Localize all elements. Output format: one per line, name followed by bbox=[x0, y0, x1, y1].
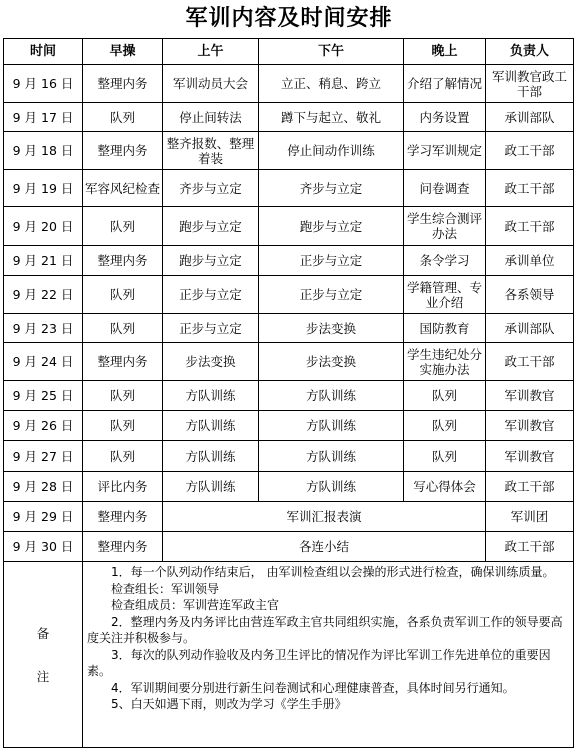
cell-date: 9 月 30 日 bbox=[4, 532, 83, 562]
cell-responsible: 政工干部 bbox=[486, 170, 574, 207]
cell-evening: 条令学习 bbox=[404, 246, 486, 276]
cell-responsible: 政工干部 bbox=[486, 343, 574, 381]
cell-date: 9 月 25 日 bbox=[4, 381, 83, 411]
cell-date: 9 月 26 日 bbox=[4, 411, 83, 441]
cell-evening: 内务设置 bbox=[404, 103, 486, 132]
cell-responsible: 承训部队 bbox=[486, 314, 574, 343]
cell-am: 齐步与立定 bbox=[163, 170, 259, 207]
cell-date: 9 月 22 日 bbox=[4, 276, 83, 314]
cell-date: 9 月 21 日 bbox=[4, 246, 83, 276]
cell-pm: 方队训练 bbox=[259, 381, 404, 411]
cell-drill: 队列 bbox=[83, 276, 163, 314]
table-row bbox=[4, 381, 574, 411]
cell-evening: 队列 bbox=[404, 411, 486, 441]
cell-pm: 正步与立定 bbox=[259, 246, 404, 276]
cell-drill: 队列 bbox=[83, 103, 163, 132]
cell-date: 9 月 19 日 bbox=[4, 170, 83, 207]
cell-pm: 立正、稍息、跨立 bbox=[259, 65, 404, 103]
cell-drill: 队列 bbox=[83, 441, 163, 472]
cell-responsible: 承训单位 bbox=[486, 246, 574, 276]
table-row bbox=[4, 103, 574, 132]
cell-am: 方队训练 bbox=[163, 411, 259, 441]
cell-drill: 整理内务 bbox=[83, 502, 163, 532]
cell-evening: 学生综合测评办法 bbox=[404, 207, 486, 246]
header-am: 上午 bbox=[163, 39, 259, 65]
note-2: 2．整理内务及内务评比由营连军政主官共同组织实施，各系负责军训工作的领导要高度关注并积极参与。 bbox=[87, 614, 563, 645]
cell-date: 9 月 20 日 bbox=[4, 207, 83, 246]
table-row bbox=[4, 170, 574, 207]
table-row bbox=[4, 132, 574, 170]
cell-am: 方队训练 bbox=[163, 441, 259, 472]
note-1: 1．每一个队列动作结束后， 由军训检查组以会操的形式进行检查，确保训练质量。 bbox=[111, 565, 555, 579]
table-row-merged bbox=[4, 532, 574, 562]
cell-activity: 各连小结 bbox=[163, 532, 486, 562]
cell-drill: 队列 bbox=[83, 207, 163, 246]
cell-responsible: 军训教官政工干部 bbox=[486, 65, 574, 103]
cell-responsible: 军训教官 bbox=[486, 381, 574, 411]
cell-date: 9 月 24 日 bbox=[4, 343, 83, 381]
table-row bbox=[4, 411, 574, 441]
table-row bbox=[4, 441, 574, 472]
cell-date: 9 月 16 日 bbox=[4, 65, 83, 103]
cell-evening: 问卷调查 bbox=[404, 170, 486, 207]
note-5: 5、白天如遇下雨，则改为学习《学生手册》 bbox=[111, 697, 347, 711]
cell-pm: 蹲下与起立、敬礼 bbox=[259, 103, 404, 132]
schedule-table bbox=[3, 38, 574, 748]
table-row bbox=[4, 246, 574, 276]
cell-evening: 学习军训规定 bbox=[404, 132, 486, 170]
cell-responsible: 政工干部 bbox=[486, 132, 574, 170]
cell-responsible: 承训部队 bbox=[486, 103, 574, 132]
cell-date: 9 月 17 日 bbox=[4, 103, 83, 132]
cell-am: 正步与立定 bbox=[163, 314, 259, 343]
notes-row bbox=[4, 562, 574, 748]
note-4: 4．军训期间要分别进行新生问卷测试和心理健康普查，具体时间另行通知。 bbox=[111, 680, 515, 695]
cell-am: 军训动员大会 bbox=[163, 65, 259, 103]
cell-date: 9 月 28 日 bbox=[4, 472, 83, 502]
cell-responsible: 各系领导 bbox=[486, 276, 574, 314]
header-time: 时间 bbox=[4, 39, 83, 65]
cell-responsible: 军训教官 bbox=[486, 441, 574, 472]
cell-drill: 整理内务 bbox=[83, 343, 163, 381]
cell-drill: 军容风纪检查 bbox=[83, 170, 163, 207]
page-title: 军训内容及时间安排 bbox=[185, 6, 393, 31]
note-1-members: 检查组成员：军训营连军政主官 bbox=[111, 598, 280, 612]
cell-evening: 队列 bbox=[404, 441, 486, 472]
header-morning-drill: 早操 bbox=[83, 39, 163, 65]
cell-am: 跑步与立定 bbox=[163, 207, 259, 246]
cell-date: 9 月 29 日 bbox=[4, 502, 83, 532]
cell-am: 步法变换 bbox=[163, 343, 259, 381]
cell-pm: 停止间动作训练 bbox=[259, 132, 404, 170]
table-row bbox=[4, 276, 574, 314]
note-3: 3．每次的队列动作验收及内务卫生评比的情况作为评比军训工作先进单位的重要因素。 bbox=[87, 647, 551, 678]
cell-am: 正步与立定 bbox=[163, 276, 259, 314]
cell-responsible: 军训教官 bbox=[486, 411, 574, 441]
cell-am: 跑步与立定 bbox=[163, 246, 259, 276]
table-row bbox=[4, 314, 574, 343]
cell-am: 方队训练 bbox=[163, 472, 259, 502]
notes-label-char-1: 备 bbox=[36, 625, 50, 641]
cell-pm: 齐步与立定 bbox=[259, 170, 404, 207]
cell-activity: 军训汇报表演 bbox=[163, 502, 486, 532]
cell-drill: 整理内务 bbox=[83, 532, 163, 562]
cell-pm: 步法变换 bbox=[259, 314, 404, 343]
notes-label-char-2: 注 bbox=[36, 668, 50, 684]
cell-drill: 整理内务 bbox=[83, 246, 163, 276]
cell-evening: 国防教育 bbox=[404, 314, 486, 343]
cell-am: 方队训练 bbox=[163, 381, 259, 411]
notes-content bbox=[83, 562, 574, 748]
header-evening: 晚上 bbox=[404, 39, 486, 65]
cell-date: 9 月 27 日 bbox=[4, 441, 83, 472]
note-1-leader: 检查组长：军训领导 bbox=[111, 581, 220, 596]
cell-am: 整齐报数、整理着装 bbox=[163, 132, 259, 170]
table-row bbox=[4, 343, 574, 381]
cell-responsible: 政工干部 bbox=[486, 532, 574, 562]
cell-date: 9 月 23 日 bbox=[4, 314, 83, 343]
cell-evening: 写心得体会 bbox=[404, 472, 486, 502]
cell-responsible: 军训团 bbox=[486, 502, 574, 532]
header-row bbox=[4, 39, 574, 65]
cell-drill: 队列 bbox=[83, 314, 163, 343]
cell-drill: 整理内务 bbox=[83, 65, 163, 103]
cell-drill: 整理内务 bbox=[83, 132, 163, 170]
cell-evening: 学生违纪处分实施办法 bbox=[404, 343, 486, 381]
cell-pm: 方队训练 bbox=[259, 441, 404, 472]
cell-pm: 方队训练 bbox=[259, 411, 404, 441]
cell-pm: 步法变换 bbox=[259, 343, 404, 381]
header-responsible: 负责人 bbox=[486, 39, 574, 65]
cell-responsible: 政工干部 bbox=[486, 472, 574, 502]
notes-label bbox=[4, 562, 83, 748]
cell-date: 9 月 18 日 bbox=[4, 132, 83, 170]
cell-am: 停止间转法 bbox=[163, 103, 259, 132]
cell-evening: 队列 bbox=[404, 381, 486, 411]
cell-drill: 队列 bbox=[83, 381, 163, 411]
cell-drill: 评比内务 bbox=[83, 472, 163, 502]
table-row bbox=[4, 207, 574, 246]
cell-pm: 正步与立定 bbox=[259, 276, 404, 314]
table-row bbox=[4, 472, 574, 502]
cell-pm: 方队训练 bbox=[259, 472, 404, 502]
table-row bbox=[4, 65, 574, 103]
cell-evening: 学籍管理、专业介绍 bbox=[404, 276, 486, 314]
cell-drill: 队列 bbox=[83, 411, 163, 441]
header-pm: 下午 bbox=[259, 39, 404, 65]
table-row-merged bbox=[4, 502, 574, 532]
cell-responsible: 政工干部 bbox=[486, 207, 574, 246]
cell-evening: 介绍了解情况 bbox=[404, 65, 486, 103]
cell-pm: 跑步与立定 bbox=[259, 207, 404, 246]
